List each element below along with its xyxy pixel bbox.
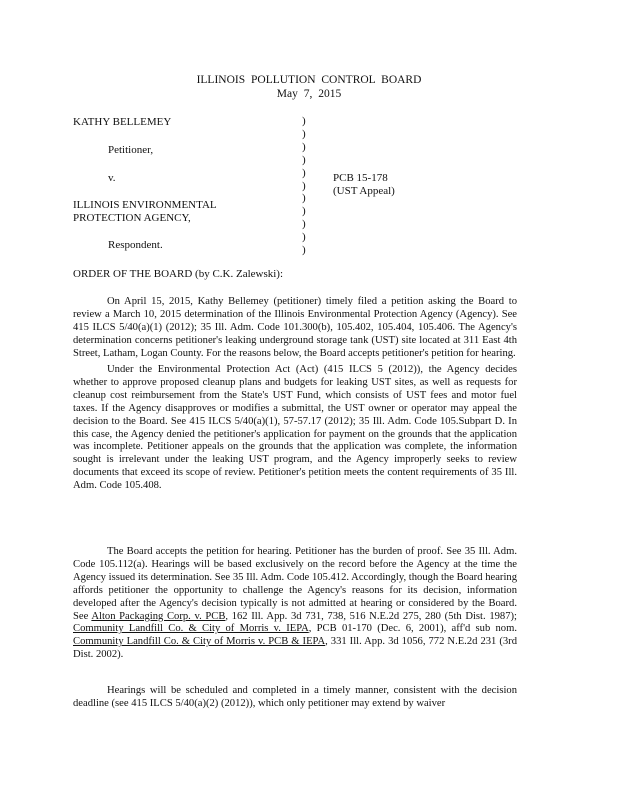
caption-paren: ) xyxy=(302,127,306,140)
order-heading: ORDER OF THE BOARD (by C.K. Zalewski): xyxy=(73,268,284,280)
case-citation-alton: Alton Packaging Corp. v. PCB xyxy=(91,610,226,622)
case-citation-community-landfill-iepa: Community Landfill Co. & City of Morris v. IEPA xyxy=(73,623,309,635)
caption-paren: ) xyxy=(302,115,306,127)
case-type: (UST Appeal) xyxy=(333,185,395,197)
board-title: ILLINOIS POLLUTION CONTROL BOARD xyxy=(196,74,422,86)
caption-paren: ) xyxy=(302,140,306,153)
caption-paren: ) xyxy=(302,205,306,218)
caption-paren: ) xyxy=(302,231,306,244)
case-number: PCB 15-178 xyxy=(333,172,388,184)
versus-label: v. xyxy=(108,172,116,184)
paragraph-3 xyxy=(73,546,517,662)
paragraph-3-text: , 331 Ill. App. 3d 1056, 772 N.E.2d 231 (3rd Dist. 2002). xyxy=(73,636,517,661)
paragraph-3-text: The Board accepts the petition for hearing. Petitioner has the burden of proof. See 35 Ill. Adm. Code 105.112(a). Hearings will be based exclusively on the record before the Agency at the time the Agency issued its determination. See 35 Ill. Adm. Code 105.412. Accordingly, though the Board hearing affords petitioner the opportunity to challenge the Agency's reasons for its decision, information developed after the Agency's decision typically is not admitted at hearing or considered by the Board. See xyxy=(73,546,517,622)
paragraph-3-text: , 162 Ill. App. 3d 731, 738, 516 N.E.2d 275, 280 (5th Dist. 1987); xyxy=(225,610,517,622)
paragraph-4: Hearings will be scheduled and completed in a timely manner, consistent with the decision deadline (see 415 ILCS 5/40(a)(2) (2012)), which only petitioner may extend by waiver xyxy=(73,685,517,709)
respondent-name-line2: PROTECTION AGENCY, xyxy=(73,212,191,224)
respondent-name-line1: ILLINOIS ENVIRONMENTAL xyxy=(73,199,217,211)
paragraph-3-text: , PCB 01-170 (Dec. 6, 2001), aff'd sub nom. xyxy=(308,623,517,635)
caption-paren: ) xyxy=(302,244,306,257)
caption-paren: ) xyxy=(302,179,306,192)
caption-paren: ) xyxy=(302,166,306,179)
paragraph-2: Under the Environmental Protection Act (Act) (415 ILCS 5 (2012)), the Agency decides whether to approve proposed cleanup plans and budgets for leaking UST sites, as well as requests for cleanup cost reimbursement from the State's UST Fund, which consists of UST fees and motor fuel taxes. If the Agency disapproves or modifies a submittal, the UST owner or operator may appeal the decision to the Board. See 415 ILCS 5/40(a)(1), 57-57.17 (2012); 35 Ill. Adm. Code 105.Subpart D. In this case, the Agency denied the petitioner's application for payment on the grounds that the application was incomplete. Petitioner appeals on the grounds that the application was complete, the information sought is irrelevant under the leaking UST program, and the Agency improperly seeks to review documents that exceed its scope of review. Petitioner's petition meets the content requirements of 35 Ill. Adm. Code 105.408. xyxy=(73,364,517,492)
paragraph-1: On April 15, 2015, Kathy Bellemey (petitioner) timely filed a petition asking the Board to review a March 10, 2015 determination of the Illinois Environmental Protection Agency (Agency). See 415 ILCS 5/40(a)(1) (2012); 35 Ill. Adm. Code 101.300(b), 105.402, 105.404, 105.406. The Agency's determination concerns petitioner's leaking underground storage tank (UST) site located at 311 East 4th Street, Latham, Logan County. For the reasons below, the Board accepts petitioner's petition for hearing. xyxy=(73,296,517,359)
caption-paren: ) xyxy=(302,218,306,231)
petitioner-name: KATHY BELLEMEY xyxy=(73,116,172,128)
petitioner-role: Petitioner, xyxy=(108,144,154,156)
caption-paren-column xyxy=(302,115,306,257)
caption-paren: ) xyxy=(302,153,306,166)
case-citation-community-landfill-pcb: Community Landfill Co. & City of Morris v. PCB & IEPA xyxy=(73,636,326,648)
order-date: May 7, 2015 xyxy=(276,88,342,100)
respondent-role: Respondent. xyxy=(108,239,163,251)
caption-paren: ) xyxy=(302,192,306,205)
